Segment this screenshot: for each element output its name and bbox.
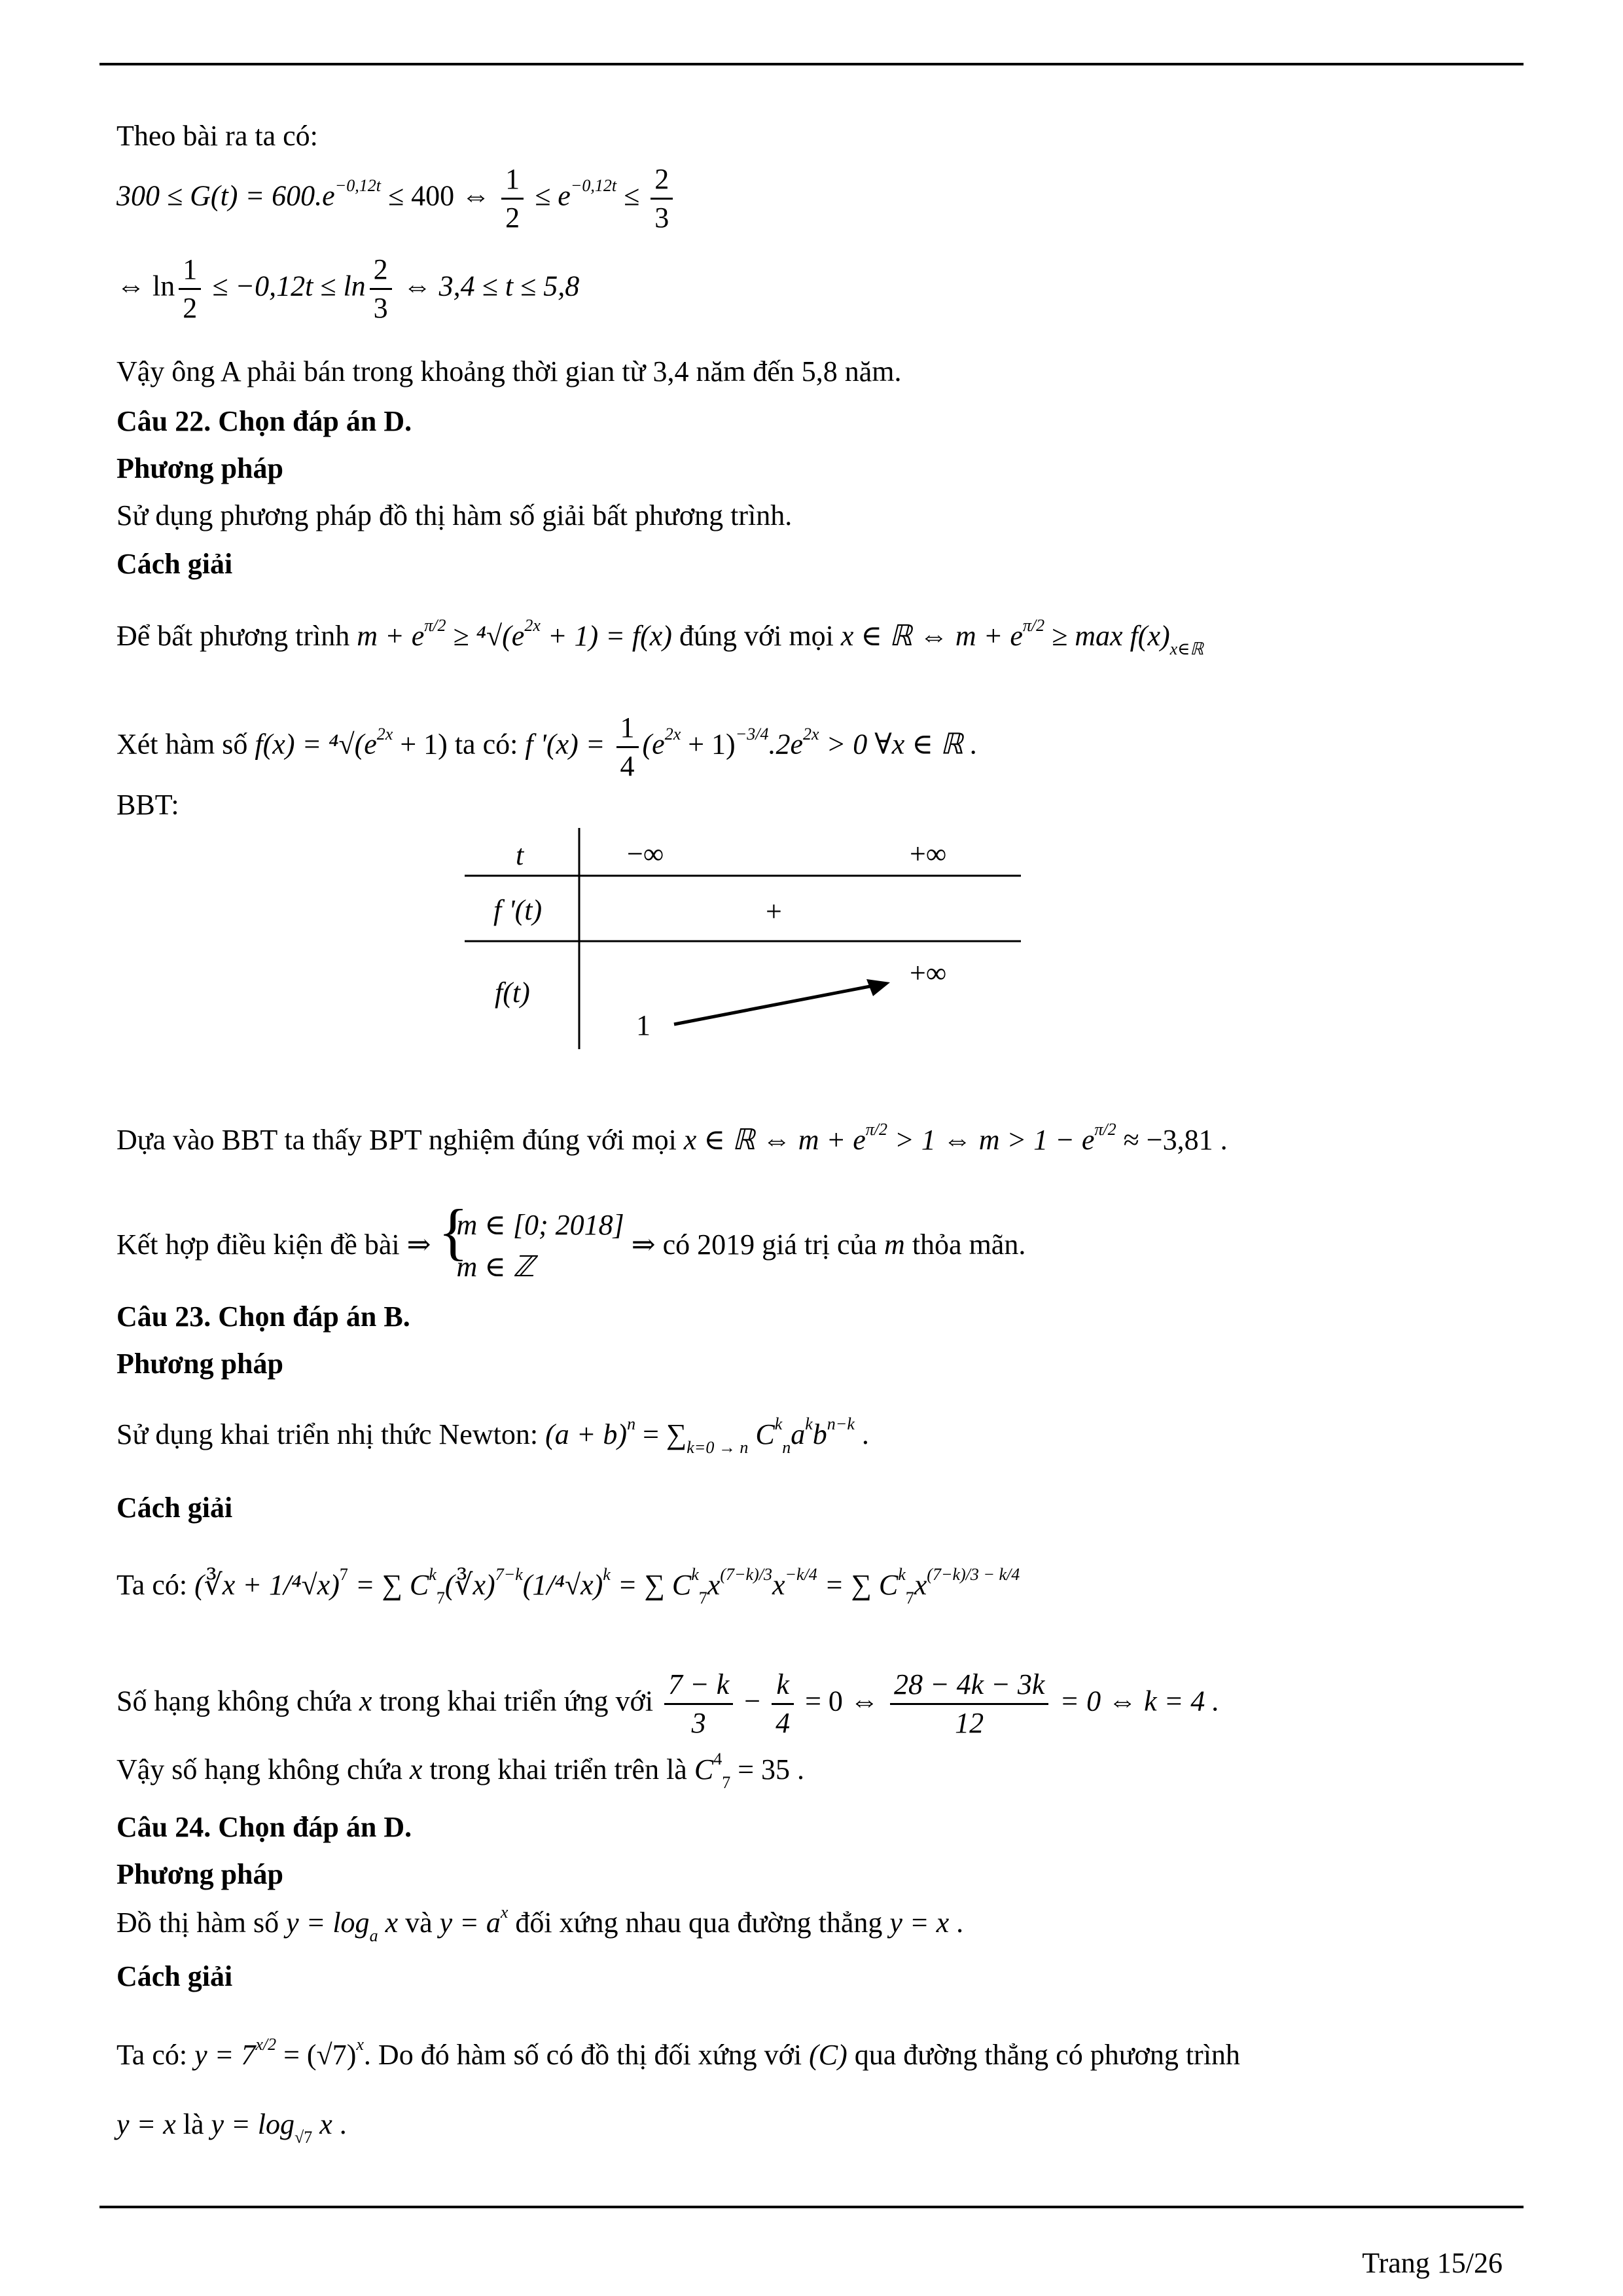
q23-heading: Câu 23. Chọn đáp án B. xyxy=(116,1300,410,1333)
q24-method-title: Phương pháp xyxy=(116,1858,283,1890)
q23-line3: Vậy số hạng không chứa x trong khai triển trên là $C^4_7 = 35$ . xyxy=(116,1749,805,1792)
q23-method-title: Phương pháp xyxy=(116,1348,283,1380)
q22-solution-title: Cách giải xyxy=(116,548,233,580)
table-plus-inf: +∞ xyxy=(910,838,947,870)
increasing-arrow xyxy=(674,984,883,1024)
page-number: Trang 15/26 xyxy=(1362,2247,1503,2279)
q23-solution-title: Cách giải xyxy=(116,1492,233,1524)
q24-heading: Câu 24. Chọn đáp án D. xyxy=(116,1811,412,1843)
q23-line1: Ta có: (∛x + 1/⁴√x)$^7$ = ∑ $C^k_7(∛x)^{7-k}(1/^4√x)^k$ = ∑ $C^k_7x^{(7-k)/3}x^{-k/4}$ = ∑ $C^k_7x^{(7-k)/3 - k/4}$ xyxy=(116,1565,1020,1607)
q22-line1: Để bất phương trình $m + e^{\pi/2} \ge ^4√(e^{2x} + 1) = f(x)$ đúng với mọi x ∈ ℝ ⇔ $m + e^{\pi/2} \ge \max f(x)_{x\in ℝ}$ xyxy=(116,616,1204,658)
equation-log: ⇔ ln $\frac{1}{2}$ ≤ −0,12t ≤ ln $\frac{2}{3}$ ⇔ 3,4 ≤ t ≤ 5,8 xyxy=(116,253,580,324)
q23-method-text: Sử dụng khai triển nhị thức Newton: $(a + b)^n = \sum_{k=0 \to n}$ $C^k_na^kb^{n-k}$ . xyxy=(116,1414,869,1457)
bbt-label: BBT: xyxy=(116,789,179,821)
q22-method-title: Phương pháp xyxy=(116,452,283,484)
table-deriv-label: f '(t) xyxy=(493,894,543,926)
intro-text: Theo bài ra ta có: xyxy=(116,120,318,152)
q24-line2: y = x là $y = \log_{√7} x$ . xyxy=(116,2108,347,2147)
q24-solution-title: Cách giải xyxy=(116,1960,233,1992)
table-end-value: +∞ xyxy=(910,957,947,989)
table-sign: + xyxy=(766,895,782,927)
table-var-label: t xyxy=(516,839,524,871)
variation-table-lines xyxy=(465,828,1041,1050)
header-rule xyxy=(99,63,1524,65)
q24-method-text: Đồ thị hàm số $y = \log_a x$ và $y = a^x$ đối xứng nhau qua đường thẳng y = x . xyxy=(116,1903,964,1945)
q22-line4: Kết hợp điều kiện đề bài ⇒ { m ∈ [0; 2018] m ∈ ℤ ⇒ có 2019 giá trị của m thỏa mãn. xyxy=(116,1206,1026,1289)
q22-method-text: Sử dụng phương pháp đồ thị hàm số giải bất phương trình. xyxy=(116,499,793,531)
q24-line1: Ta có: $y = 7^{x/2} = (√7)^x$. Do đó hàm số có đồ thị đối xứng với (C) qua đường thẳng có phương trình xyxy=(116,2035,1240,2071)
q22-line2: Xét hàm số $f(x) = ^4√(e^{2x} + 1)$ ta có: f '(x) = $\frac{1}{4}$ $(e^{2x} + 1)^{-3/4}.2e^{2x} > 0$ ∀x ∈ ℝ . xyxy=(116,711,978,782)
q22-line3: Dựa vào BBT ta thấy BPT nghiệm đúng với mọi x ∈ ℝ ⇔ $m + e^{\pi/2} > 1$ ⇔ $m > 1 - e^{\pi/2} \approx -3,81$ . xyxy=(116,1120,1228,1156)
q22-heading: Câu 22. Chọn đáp án D. xyxy=(116,405,412,437)
arrow-head xyxy=(866,979,890,996)
table-start-value: 1 xyxy=(636,1009,651,1041)
brace-icon: { xyxy=(438,1196,469,1266)
condition-system: { m ∈ [0; 2018] m ∈ ℤ xyxy=(438,1196,624,1283)
variation-table xyxy=(465,828,1041,1056)
footer-rule xyxy=(99,2206,1524,2208)
table-minus-inf: −∞ xyxy=(627,838,664,870)
conclusion-text: Vậy ông A phải bán trong khoảng thời gian từ 3,4 năm đến 5,8 năm. xyxy=(116,355,902,387)
equation-inequality: $300 \le G(t) = 600.e^{-0,12t} \le 400$ ⇔ $\frac{1}{2}$ ≤ $e^{-0,12t}$ ≤ $\frac{2}{3}$ xyxy=(116,165,677,232)
q23-line2: Số hạng không chứa x trong khai triển ứng với $\frac{7 - k}{3}$ − $\frac{k}{4}$ = 0 ⇔ $\frac{28 - 4k - 3k}{12}$ = 0 ⇔ k = 4 . xyxy=(116,1668,1220,1739)
table-func-label: f(t) xyxy=(495,977,530,1009)
